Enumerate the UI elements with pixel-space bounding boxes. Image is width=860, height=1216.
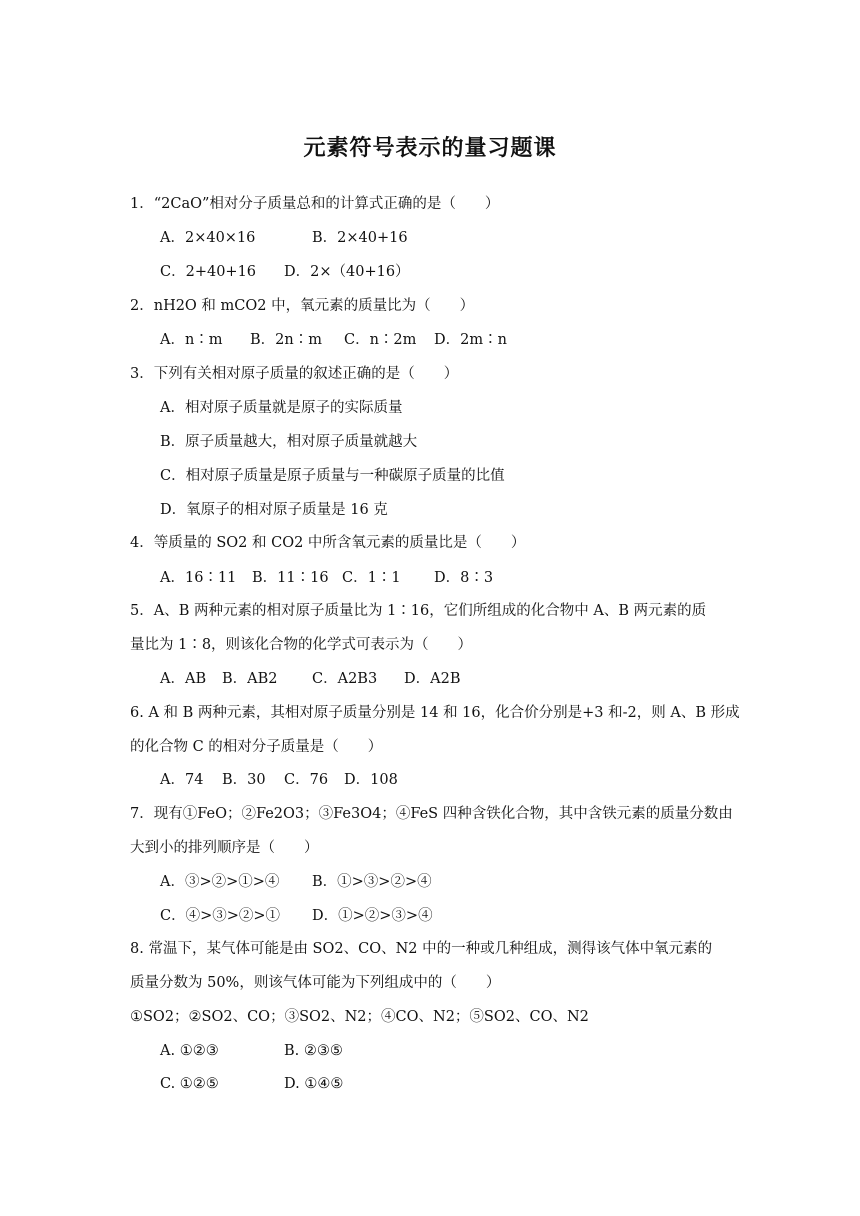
q4-option-d: D．8∶3 [434, 570, 494, 586]
q4-option-b: B．11∶16 [252, 570, 329, 586]
q8-stem-line3: ①SO2；②SO2、CO；③SO2、N2；④CO、N2；⑤SO2、CO、N2 [130, 1009, 589, 1025]
q7-option-d: D．①>②>③>④ [312, 908, 433, 924]
q2-option-b: B．2n∶m [250, 332, 322, 348]
q8-stem-line1: 8. 常温下，某气体可能是由 SO2、CO、N2 中的一种或几种组成，测得该气体中氧元素的 [130, 941, 713, 957]
q4-option-a: A．16∶11 [160, 570, 237, 586]
page-title: 元素符号表示的量习题课 [303, 136, 557, 161]
q6-option-a: A．74 [160, 772, 204, 788]
q8-option-d: D. ①④⑤ [284, 1076, 344, 1092]
q5-stem-line2: 量比为 1∶8，则该化合物的化学式可表示为（ ） [130, 637, 473, 653]
q2-option-d: D．2m∶n [434, 332, 507, 348]
q6-option-b: B．30 [222, 772, 266, 788]
q4-stem: 4．等质量的 SO2 和 CO2 中所含氧元素的质量比是（ ） [130, 535, 526, 551]
q8-option-a: A. ①②③ [160, 1043, 219, 1059]
q8-option-c: C. ①②⑤ [160, 1076, 219, 1092]
q5-option-b: B．AB2 [222, 671, 278, 687]
q2-option-c: C．n∶2m [344, 332, 417, 348]
q6-option-c: C．76 [284, 772, 329, 788]
q5-stem-line1: 5．A、B 两种元素的相对原子质量比为 1∶16，它们所组成的化合物中 A、B 两元素的质 [130, 603, 707, 619]
q4-option-c: C．1∶1 [342, 570, 401, 586]
q7-option-a: A．③>②>①>④ [160, 874, 280, 890]
q3-option-a: A．相对原子质量就是原子的实际质量 [160, 400, 403, 416]
q3-option-b: B．原子质量越大，相对原子质量就越大 [160, 434, 418, 450]
q6-stem-line2: 的化合物 C 的相对分子质量是（ ） [130, 739, 383, 755]
q5-option-c: C．A2B3 [312, 671, 378, 687]
q2-option-a: A．n∶m [160, 332, 223, 348]
q8-option-b: B. ②③⑤ [284, 1043, 343, 1059]
q5-option-a: A．AB [160, 671, 207, 687]
q7-stem-line1: 7．现有①FeO；②Fe2O3；③Fe3O4；④FeS 四种含铁化合物，其中含铁元素的质量分数由 [130, 806, 733, 822]
q7-option-c: C．④>③>②>① [160, 908, 281, 924]
q1-option-b: B．2×40+16 [312, 230, 408, 246]
q5-option-d: D．A2B [404, 671, 461, 687]
q7-option-b: B．①>③>②>④ [312, 874, 432, 890]
q1-option-c: C．2+40+16 [160, 264, 257, 280]
q8-stem-line2: 质量分数为 50%，则该气体可能为下列组成中的（ ） [130, 975, 501, 991]
q2-stem: 2．nH2O 和 mCO2 中，氧元素的质量比为（ ） [130, 298, 475, 314]
q6-stem-line1: 6. A 和 B 两种元素，其相对原子质量分别是 14 和 16，化合价分别是+3 和-2，则 A、B 形成 [130, 705, 740, 721]
q1-option-d: D．2×（40+16） [284, 264, 410, 280]
q1-option-a: A．2×40×16 [160, 230, 256, 246]
q3-option-d: D．氧原子的相对原子质量是 16 克 [160, 502, 388, 518]
q7-stem-line2: 大到小的排列顺序是（ ） [130, 840, 319, 856]
q3-option-c: C．相对原子质量是原子质量与一种碳原子质量的比值 [160, 468, 505, 484]
q3-stem: 3．下列有关相对原子质量的叙述正确的是（ ） [130, 366, 459, 382]
q6-option-d: D．108 [344, 772, 398, 788]
q1-stem: 1．“2CaO”相对分子质量总和的计算式正确的是（ ） [130, 196, 500, 212]
